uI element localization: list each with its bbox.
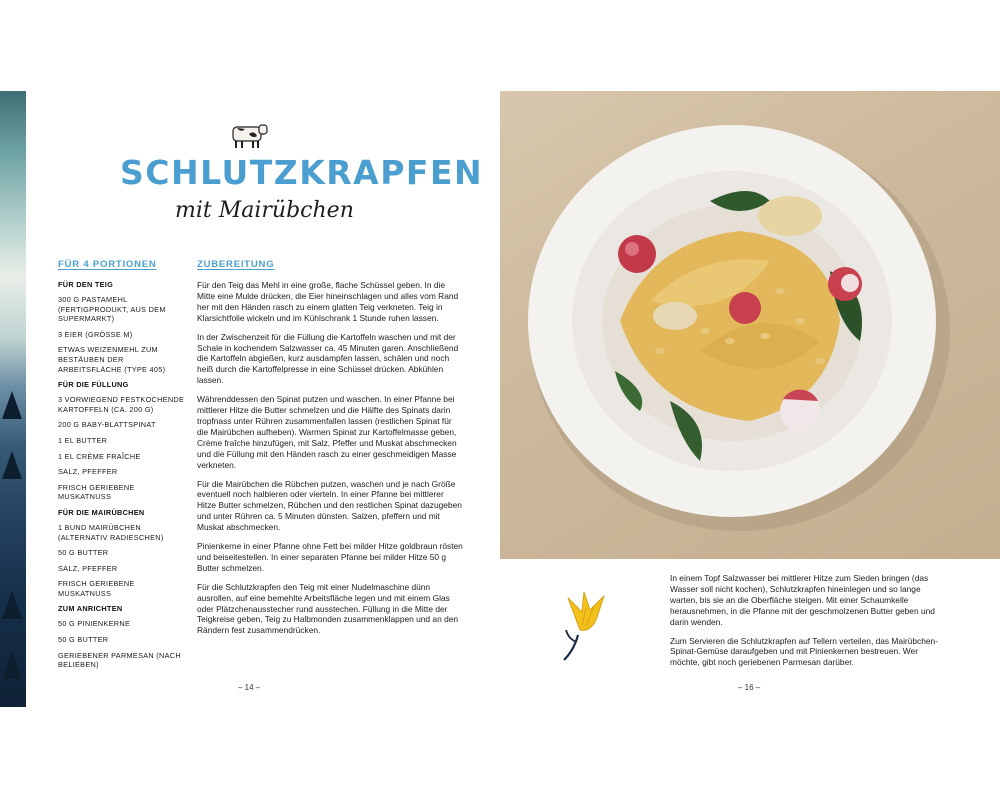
preparation-paragraph: Zum Servieren die Schlutzkrapfen auf Tellern verteilen, das Mairübchen-Spinat-Gemüse daraufgeben und mit Pinienkernen bestreuen. Wer möchte, gibt noch geriebenen Parmesan darüber.: [670, 635, 938, 668]
ingredients-column: [58, 259, 188, 676]
ingredient-item: ETWAS WEIZENMEHL ZUM BESTÄUBEN DER ARBEITSFLÄCHE (TYPE 405): [58, 345, 166, 374]
ingredient-item: SALZ, PFEFFER: [58, 563, 118, 573]
ingredient-item: 50 G BUTTER: [58, 635, 109, 645]
ingredient-item: FRISCH GERIEBENE MUSKATNUSS: [58, 579, 135, 598]
right-text-column: [670, 573, 945, 676]
ingredient-group-heading: FÜR DEN TEIG: [58, 280, 114, 289]
preparation-paragraph: Pinienkerne in einer Pfanne ohne Fett bei milder Hitze goldbraun rösten und beiseitestellen. In einer separaten Pfanne bei milder Hitze 50 g Butter schmelzen.: [197, 541, 463, 573]
ingredient-group-heading: FÜR DIE FÜLLUNG: [58, 380, 129, 390]
tree-icon: [2, 591, 22, 619]
tree-icon: [2, 391, 22, 419]
preparation-paragraph: Für die Schlutzkrapfen den Teig mit einer Nudelmaschine dünn ausrollen, auf eine bemehlte Arbeitsfläche legen und mit einem Glas oder Plätzchenausstecher rund ausstechen. Füllung in die Mitte der Teigkreise geben, Teig zu Halbmonden zusammenklappen und an den Rändern fest zusammendrücken.: [197, 581, 459, 636]
ingredient-item: 200 G BABY-BLATTSPINAT: [58, 420, 156, 430]
preparation-paragraph: Für den Teig das Mehl in eine große, flache Schüssel geben. In die Mitte eine Mulde drücken, die Eier hineinschlagen und alles vom Rand her mit den Händen rasch zu einem glatten Teig verkneten. Teig in Klarsichtfolie wickeln und im Kühlschrank 1 Stunde ruhen lassen.: [197, 280, 459, 323]
ingredient-item: GERIEBENER PARMESAN (NACH BELIEBEN): [58, 650, 181, 670]
portions-heading: FÜR 4 PORTIONEN: [58, 259, 157, 270]
ingredient-group-heading: ZUM ANRICHTEN: [58, 604, 123, 614]
preparation-paragraph: Währenddessen den Spinat putzen und waschen. In einer Pfanne bei mittlerer Hitze die Butter schmelzen und die Hälfte des Spinats darin tropfnass unter Rühren zusammenfallen lassen (restlichen Spinat für die Mairübchen aufheben). Warmen Spinat zur Kartoffelmasse geben, Crème fraîche hinzufügen, mit Salz, Pfeffer und Muskat abschmecken und die Füllung mit den Händen rasch zu einer geschmeidigen Masse verkneten.: [197, 394, 457, 470]
ingredient-item: 1 EL CRÈME FRAÎCHE: [58, 451, 141, 461]
ingredient-item: SALZ, PFEFFER: [58, 467, 118, 477]
tree-icon: [2, 651, 22, 679]
preparation-paragraph: In einem Topf Salzwasser bei mittlerer Hitze zum Sieden bringen (das Wasser soll nicht kochen), Schlutzkrapfen hineinlegen und so lange warten, bis sie an die Oberfläche steigen. Mit einer Schaumkelle herausnehmen, in die Pfanne mit der geschmolzenen Butter geben und darin wenden.: [670, 573, 935, 627]
ingredient-item: 3 VORWIEGEND FESTKOCHENDE KARTOFFELN (CA. 200 G): [58, 395, 185, 414]
preparation-heading: ZUBEREITUNG: [197, 259, 275, 270]
recipe-title: SCHLUTZKRAPFEN: [120, 153, 484, 192]
ingredient-item: 50 G PINIENKERNE: [58, 619, 131, 629]
ingredient-item: 3 EIER (GRÖSSE M): [58, 329, 133, 339]
preparation-column: [197, 259, 463, 644]
dish-photo: [500, 91, 1000, 559]
tree-icon: [2, 451, 22, 479]
ingredient-group-heading: FÜR DIE MAIRÜBCHEN: [58, 507, 145, 517]
ingredient-item: 1 EL BUTTER: [58, 435, 108, 445]
recipe-subtitle: mit Mairübchen: [175, 198, 354, 223]
page-number-left: – 14 –: [238, 683, 261, 692]
preparation-paragraph: Für die Mairübchen die Rübchen putzen, waschen und je nach Größe eventuell noch halbieren oder vierteln. In einer Pfanne bei mittlerer Hitze Butter schmelzen, Rübchen und den restlichen Spinat dazugeben und unter Rühren ca. 5 Minuten dünsten. Salzen, pfeffern und mit Muskat abschmecken.: [197, 478, 462, 533]
ingredient-item: 300 G PASTAMEHL (FERTIGPRODUKT, AUS DEM SUPERMARKT): [58, 295, 166, 324]
ingredient-item: 50 G BUTTER: [58, 548, 109, 558]
cow-icon: [229, 121, 269, 149]
ingredient-item: FRISCH GERIEBENE MUSKATNUSS: [58, 482, 135, 502]
mountain-illustration-strip: [0, 91, 26, 707]
preparation-paragraph: In der Zwischenzeit für die Füllung die Kartoffeln waschen und mit der Schale in kochendem Salzwasser ca. 45 Minuten garen. Anschließend die Kartoffeln abgießen, kurz ausdampfen lassen, schälen und noch heiß durch die Kartoffelpresse in eine Schüssel drücken. Abkühlen lassen.: [197, 331, 459, 386]
page-number-right: – 16 –: [738, 683, 761, 692]
ingredient-item: 1 BUND MAIRÜBCHEN (ALTERNATIV RADIESCHEN): [58, 522, 164, 542]
flower-icon: [560, 590, 610, 662]
